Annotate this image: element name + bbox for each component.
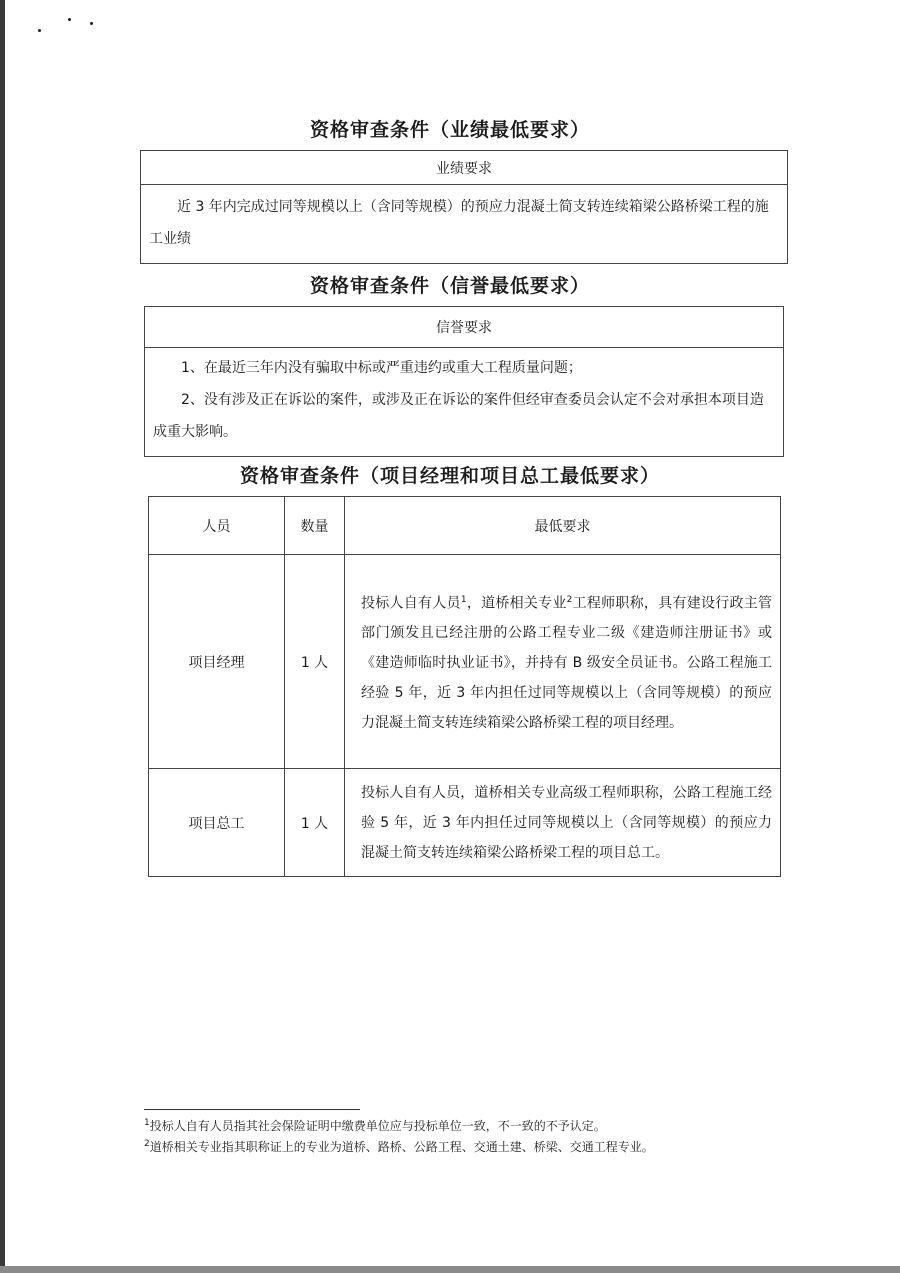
performance-title: 资格审查条件（业绩最低要求） xyxy=(309,119,590,141)
performance-header: 业绩要求 xyxy=(141,151,788,185)
personnel-table xyxy=(148,496,781,877)
footnote-1 xyxy=(144,1117,606,1134)
footnote-2 xyxy=(144,1138,654,1155)
credit-item-2: 2、没有涉及正在诉讼的案件，或涉及正在诉讼的案件但经审查委员会认定不会对承担本项目造成重大影响。 xyxy=(153,392,764,440)
scan-left-edge xyxy=(0,0,5,1273)
table-row xyxy=(149,769,781,877)
role-cell: 项目总工 xyxy=(149,769,285,877)
personnel-title: 资格审查条件（项目经理和项目总工最低要求） xyxy=(239,465,660,487)
performance-table xyxy=(140,150,788,264)
footnote-divider xyxy=(144,1109,360,1110)
credit-item-1: 1、在最近三年内没有骗取中标或严重违约或重大工程质量问题； xyxy=(181,360,582,376)
footnote-text: 道桥相关专业指其职称证上的专业为道桥、路桥、公路工程、交通土建、桥梁、交通工程专业。 xyxy=(149,1140,654,1154)
scan-speck xyxy=(38,29,41,32)
col-header-role: 人员 xyxy=(149,497,285,555)
req-text: ，道桥相关专业 xyxy=(466,595,567,612)
credit-table xyxy=(144,306,784,457)
footnote-ref: 1 xyxy=(460,594,467,605)
performance-text: 近 3 年内完成过同等规模以上（含同等规模）的预应力混凝土简支转连续箱梁公路桥梁工程的施工业绩 xyxy=(141,185,788,264)
col-header-requirement: 最低要求 xyxy=(345,497,781,555)
role-cell: 项目经理 xyxy=(149,555,285,769)
credit-title: 资格审查条件（信誉最低要求） xyxy=(309,275,590,297)
col-header-count: 数量 xyxy=(285,497,345,555)
count-cell: 1 人 xyxy=(285,555,345,769)
footnote-ref: 2 xyxy=(566,594,573,605)
count-cell: 1 人 xyxy=(285,769,345,877)
req-text: 投标人自有人员 xyxy=(361,595,461,612)
footnote-mark: 1 xyxy=(144,1118,150,1128)
scan-speck xyxy=(90,22,93,25)
scan-speck xyxy=(68,18,71,21)
footnote-text: 投标人自有人员指其社会保险证明中缴费单位应与投标单位一致，不一致的不予认定。 xyxy=(149,1119,606,1133)
credit-header: 信誉要求 xyxy=(145,307,784,348)
requirement-cell xyxy=(345,555,781,769)
scan-bottom-edge xyxy=(0,1266,900,1273)
table-row xyxy=(149,555,781,769)
req-text: 工程师职称，具有建设行政主管部门颁发且已经注册的公路工程专业二级《建造师注册证书》或《建造师临时执业证书》，并持有 B 级安全员证书。公路工程施工经验 5 年，近 3 年内担任过同等规模以上（含同等规模）的预应力混凝土简支转连续箱梁公路桥梁工程的项目经理。 xyxy=(361,595,773,732)
requirement-cell: 投标人自有人员，道桥相关专业高级工程师职称，公路工程施工经验 5 年，近 3 年内担任过同等规模以上（含同等规模）的预应力混凝土简支转连续箱梁公路桥梁工程的项目总工。 xyxy=(345,769,781,877)
credit-items xyxy=(145,348,784,457)
footnote-mark: 2 xyxy=(144,1139,150,1149)
